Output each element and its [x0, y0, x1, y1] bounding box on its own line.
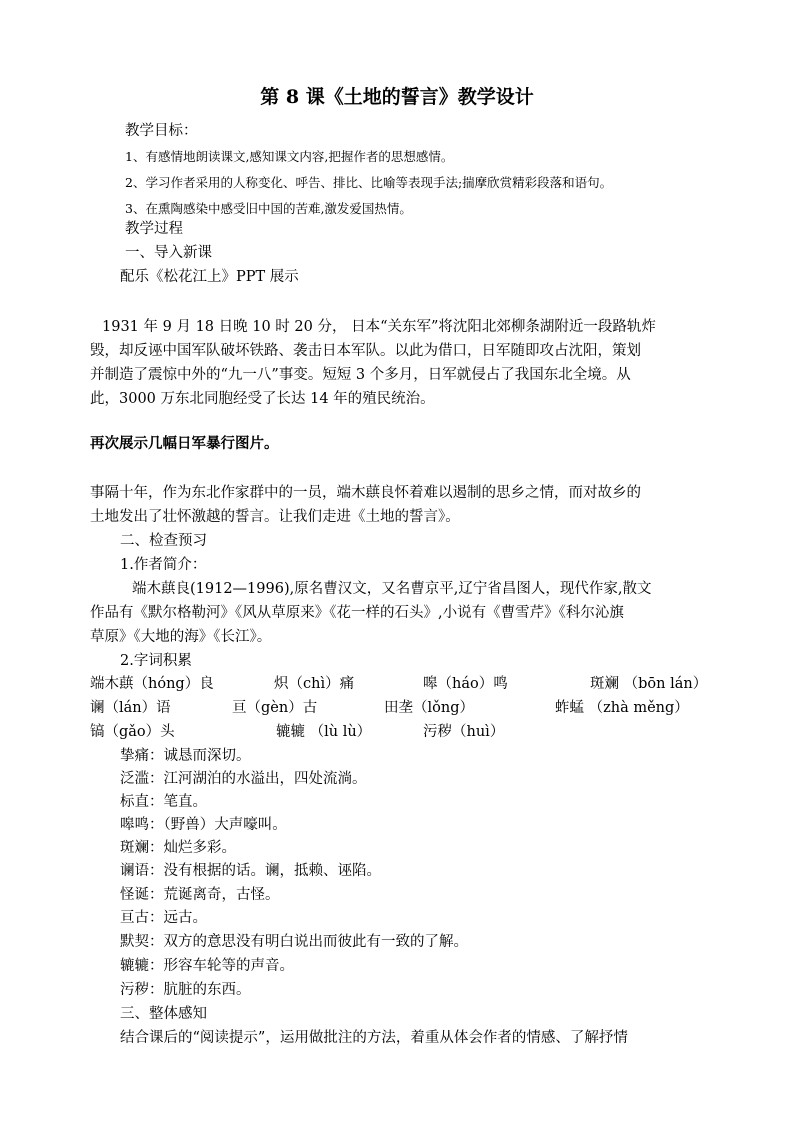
pinyin-word: 亘（gèn）古: [232, 700, 318, 716]
section3-heading: 三、整体感知: [120, 1006, 207, 1022]
definition-line: 挚痛：诚恳而深切。: [120, 748, 251, 764]
pinyin-word: 污秽（huì）: [423, 724, 505, 740]
document-title: 第 8 课《土地的誓言》教学设计: [260, 86, 534, 108]
process-heading: 教学过程: [125, 221, 183, 237]
intro-line: 事隔十年，作为东北作家群中的一员，端木蕻良怀着难以遏制的思乡之情，而对故乡的: [90, 485, 641, 501]
music-line: 配乐《松花江上》PPT 展示: [120, 269, 299, 285]
author-line: 草原》《大地的海》《长江》。: [90, 629, 272, 645]
bold-instruction: 再次展示几幅日军暴行图片。: [90, 435, 279, 452]
goal-item: 1、有感情地朗读课文,感知课文内容,把握作者的思想感情。: [125, 149, 454, 164]
definition-line: 默契：双方的意思没有明白说出而彼此有一致的了解。: [120, 934, 468, 950]
definition-line: 标直：笔直。: [120, 794, 207, 810]
definition-line: 污秽：肮脏的东西。: [120, 982, 251, 998]
pinyin-word: 田垄（lǒng）: [384, 700, 474, 716]
definition-line: 斑斓：灿烂多彩。: [120, 840, 236, 856]
pinyin-word: 辘辘 （lù lù）: [276, 724, 372, 740]
pinyin-word: 镐（gǎo）头: [90, 724, 175, 740]
definition-line: 谰语：没有根据的话。谰，抵赖、诬陷。: [120, 863, 381, 879]
definition-line: 怪诞：荒诞离奇，古怪。: [120, 887, 280, 903]
definition-line: 嗥鸣：（野兽）大声嚎叫。: [120, 817, 287, 833]
pinyin-word: 谰（lán）语: [90, 700, 171, 716]
section1-heading: 一、导入新课: [125, 245, 212, 261]
goal-item: 2、学习作者采用的人称变化、呼告、排比、比喻等表现手法;揣摩欣赏精彩段落和语句。: [125, 175, 613, 190]
author-line: 作品有《默尔格勒河》《风从草原来》《花一样的石头》,小说有《曹雪芹》《科尔沁旗: [90, 605, 624, 621]
section3-text: 结合课后的“阅读提示”，运用做批注的方法，着重从体会作者的情感、了解抒情: [120, 1030, 628, 1046]
intro-line: 土地发出了壮怀激越的誓言。让我们走进《土地的誓言》。: [90, 509, 460, 525]
author-heading: 1.作者简介：: [120, 557, 207, 573]
pinyin-word: 端木蕻（hóng）良: [90, 676, 214, 692]
pinyin-word: 蚱蜢 （zhà měng）: [555, 700, 689, 716]
vocab-heading: 2.字词积累: [120, 653, 192, 669]
definition-line: 辘辘：形容车轮等的声音。: [120, 958, 294, 974]
section2-heading: 二、检查预习: [120, 533, 207, 549]
history-paragraph-line: 1931 年 9 月 18 日晚 10 时 20 分， 日本“关东军”将沈阳北郊柳条湖附近一段路轨炸: [102, 319, 656, 335]
history-paragraph-line: 此，3000 万东北同胞经受了长达 14 年的殖民统治。: [90, 391, 435, 407]
definition-line: 亘古：远古。: [120, 910, 207, 926]
history-paragraph-line: 并制造了震惊中外的“九一八”事变。短短 3 个多月，日军就侵占了我国东北全境。从: [90, 367, 631, 383]
pinyin-word: 嗥（háo）鸣: [423, 676, 508, 692]
goal-item: 3、在熏陶感染中感受旧中国的苦难,激发爱国热情。: [125, 201, 412, 216]
goals-heading: 教学目标：: [125, 123, 198, 139]
pinyin-word: 斑斓 （bōn lán）: [590, 676, 708, 692]
history-paragraph-line: 毁，却反诬中国军队破坏铁路、袭击日本军队。以此为借口，日军随即攻占沈阳，策划: [90, 343, 641, 359]
definition-line: 泛滥：江河湖泊的水溢出，四处流淌。: [120, 771, 367, 787]
pinyin-word: 炽（chì）痛: [274, 676, 355, 692]
author-line: 端木蕻良(1912—1996),原名曹汉文，又名曹京平,辽宁省昌图人，现代作家,散文: [132, 581, 652, 597]
